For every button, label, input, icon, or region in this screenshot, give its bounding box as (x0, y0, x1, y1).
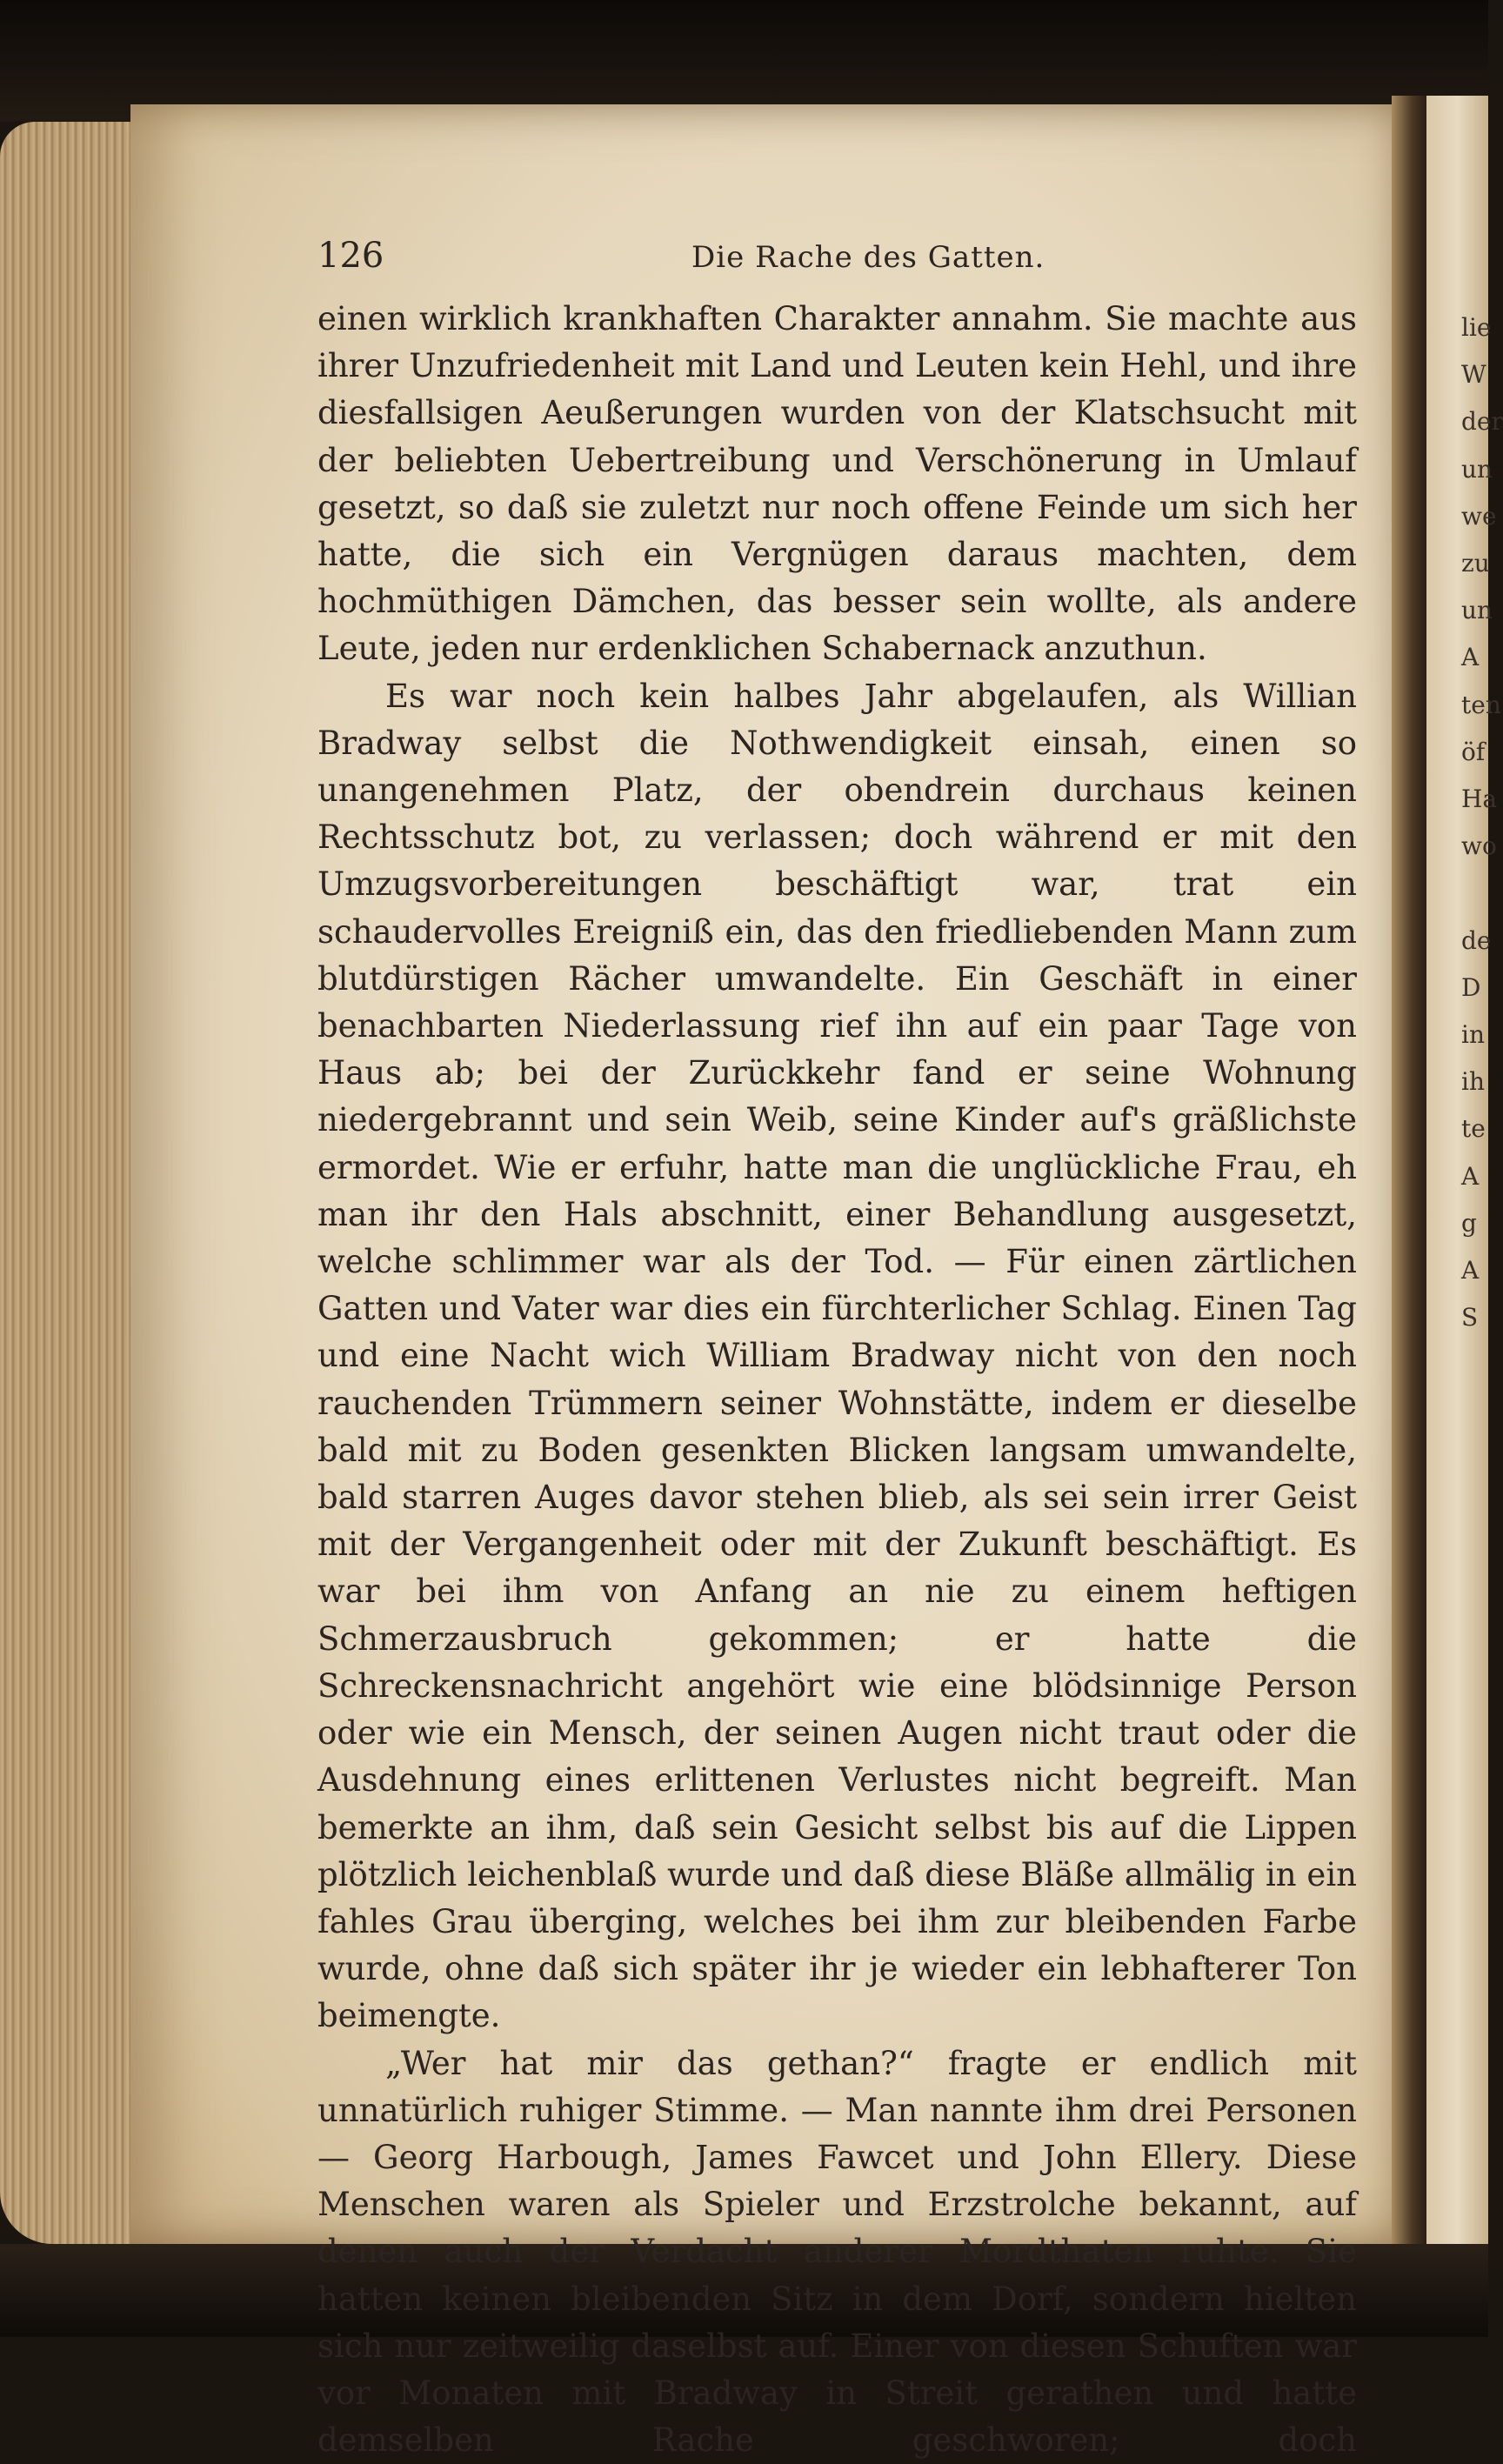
facing-page-fragment: wo (1461, 831, 1497, 861)
facing-page-fragment: de (1461, 925, 1492, 955)
facing-page-fragment: te (1461, 1114, 1486, 1144)
paragraph: „Wer hat mir das gethan?“ fragte er endlich mit unnatürlich ruhiger Stimme. — Man nannte ihm drei Personen — Georg Harbough, James Fawcet und John Ellery. Diese Menschen waren als Spieler und Erzstrolche bekannt, auf denen auch der Verdacht anderer Mordthaten ruhte. Sie hatten keinen bleibenden Sitz in dem Dorf, sondern hielten sich nur zeitweilig daselbst auf. Einer von diesen Schuften war vor Monaten mit Bradway in Streit gerathen und hatte demselben Rache geschworen; doch (317, 2044, 1357, 2460)
facing-page-fragment: A (1461, 1256, 1480, 1285)
facing-page-fragment (1461, 870, 1488, 917)
book-gutter (1392, 96, 1426, 2253)
facing-page-fragment: we (1461, 501, 1497, 531)
facing-page-fragment: S (1461, 1303, 1479, 1332)
paragraph: einen wirklich krankhaften Charakter annahm. Sie machte aus ihrer Unzufriedenheit mit Land und Leuten kein Hehl, und ihre diesfallsigen Aeußerungen wurden von der Klatschsucht mit der beliebten Uebertreibung und Verschönerung in Umlauf gesetzt, so daß sie zuletzt nur noch offene Feinde um sich her hatte, die sich ein Vergnügen daraus machten, dem hochmüthigen Dämchen, das besser sein wollte, als andere Leute, jeden nur erdenklichen Schabernack anzuthun. (317, 300, 1357, 668)
facing-page-fragment: ih (1461, 1067, 1485, 1097)
running-title: Die Rache des Gatten. (691, 240, 1045, 275)
facing-page-fragment: in (1461, 1020, 1485, 1050)
facing-page-fragment: der (1461, 407, 1503, 437)
facing-page-fragment: g (1461, 1208, 1477, 1238)
page-header (317, 231, 1357, 284)
facing-page-fragment: Ha (1461, 785, 1498, 814)
facing-page-fragment: lie (1461, 313, 1492, 342)
top-background (0, 0, 1488, 122)
facing-page-fragment: un (1461, 596, 1493, 625)
facing-page-text (1461, 304, 1503, 1341)
facing-page-fragment: D (1461, 972, 1481, 1002)
page-number: 126 (317, 236, 384, 276)
facing-page-fragment: A (1461, 1161, 1480, 1191)
paragraph: Es war noch kein halbes Jahr abgelaufen, als Willian Bradway selbst die Nothwendigkeit einsah, einen so unangenehmen Platz, der obendrein durchaus keinen Rechtsschutz bot, zu verlassen; doch während er mit den Umzugsvorbereitungen beschäftigt war, trat ein schaudervolles Ereigniß ein, das den friedliebenden Mann zum blutdürstigen Rächer umwandelte. Ein Geschäft in einer benachbarten Niederlassung rief ihn auf ein paar Tage von Haus ab; bei der Zurückkehr fand er seine Wohnung niedergebrannt und sein Weib, seine Kinder auf's gräßlichste ermordet. Wie er erfuhr, hatte man die unglückliche Frau, eh man ihr den Hals abschnitt, einer Behandlung ausgesetzt, welche schlimmer war als der Tod. — Für einen zärtlichen Gatten und Vater war dies ein fürchterlicher Schlag. Einen Tag und eine Nacht wich William Bradway nicht von den noch rauchenden Trümmern seiner Wohnstätte, indem er dieselbe bald mit zu Boden gesenkten Blicken langsam umwandelte, bald starren Auges davor stehen blieb, als sei sein irrer Geist mit der Vergangenheit oder mit der Zukunft beschäftigt. Es war bei ihm von Anfang an nie zu einem heftigen Schmerzausbruch gekommen; er hatte die Schreckensnachricht angehört wie eine blödsinnige Person oder wie ein Mensch, der seinen Augen nicht traut oder die Ausdehnung eines erlittenen Verlustes nicht begreift. Man bemerkte an ihm, daß sein Gesicht selbst bis auf die Lippen plötzlich leichenblaß wurde und daß diese Bläße allmälig in ein fahles Grau überging, welches bei ihm zur bleibenden Farbe wurde, ohne daß sich später ihr je wieder ein lebhafterer Ton beimengte. (317, 677, 1357, 2035)
facing-page-fragment: W (1461, 360, 1486, 390)
body-text (317, 296, 1357, 2464)
facing-page-fragment: ten (1461, 690, 1501, 719)
facing-page-fragment: un (1461, 454, 1493, 484)
facing-page-fragment: A (1461, 643, 1480, 672)
facing-page-fragment: zu (1461, 549, 1490, 578)
facing-page-fragment: öf (1461, 737, 1486, 766)
